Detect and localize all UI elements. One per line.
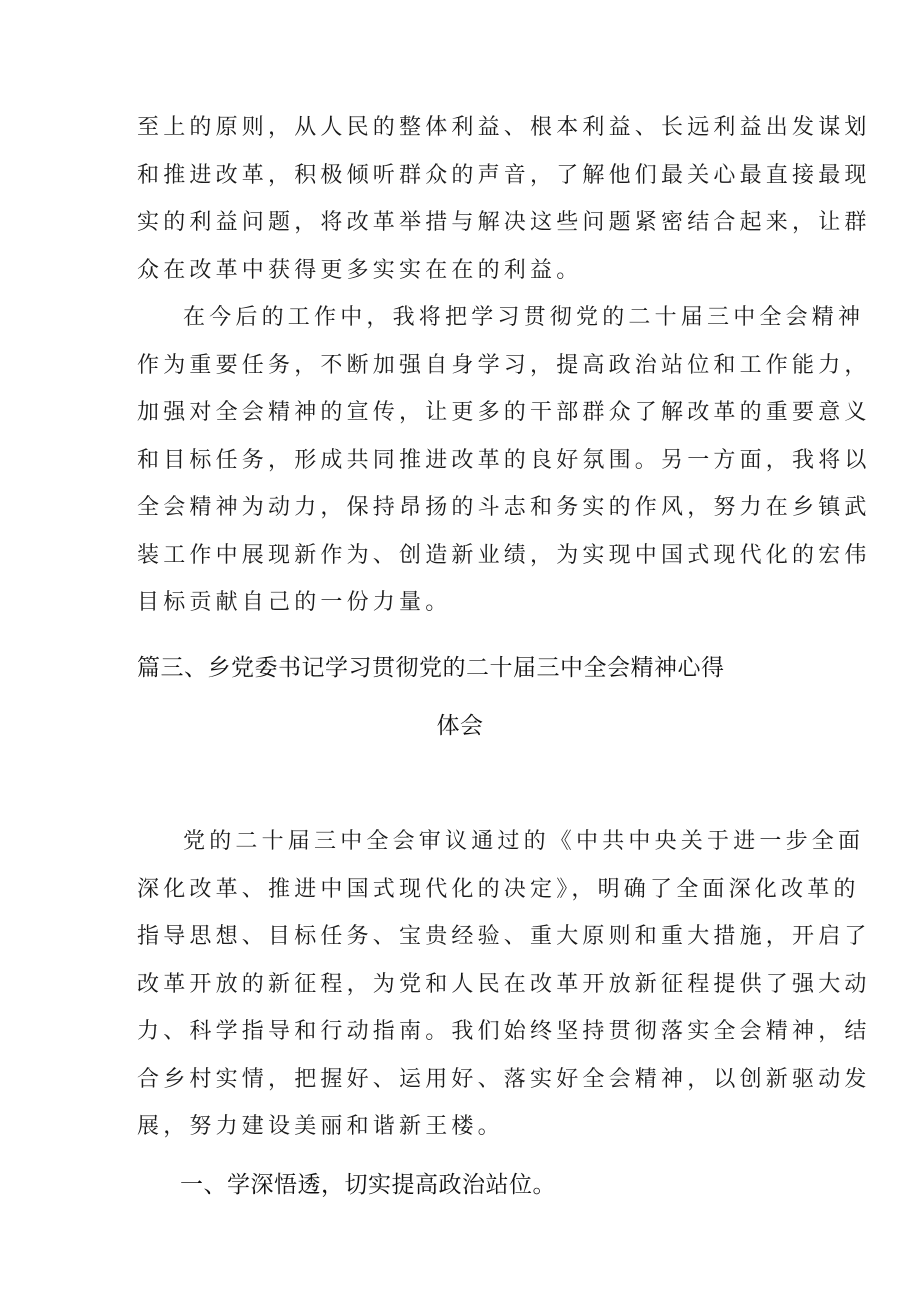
text-line: 党的二十届三中全会审议通过的《中共中央关于进一步全面 bbox=[183, 829, 865, 854]
text-line: 合乡村实情，把握好、运用好、落实好全会精神，以创新驱动发 bbox=[137, 1067, 871, 1092]
text-line: 力、科学指导和行动指南。我们始终坚持贯彻落实全会精神，结 bbox=[137, 1019, 871, 1044]
text-line: 全会精神为动力，保持昂扬的斗志和务实的作风，努力在乡镇武 bbox=[137, 495, 871, 520]
text-line: 众在改革中获得更多实实在在的利益。 bbox=[137, 258, 583, 283]
text-line: 和目标任务，形成共同推进改革的良好氛围。另一方面，我将以 bbox=[137, 448, 871, 473]
section-title-continued: 体会 bbox=[436, 713, 484, 739]
text-line: 加强对全会精神的宣传，让更多的干部群众了解改革的重要意义 bbox=[137, 400, 871, 425]
text-line: 深化改革、推进中国式现代化的决定》，明确了全面深化改革的 bbox=[137, 877, 860, 902]
text-line: 实的利益问题，将改革举措与解决这些问题紧密结合起来，让群 bbox=[137, 210, 871, 235]
text-line: 作为重要任务，不断加强自身学习，提高政治站位和工作能力， bbox=[137, 353, 871, 378]
text-line: 改革开放的新征程，为党和人民在改革开放新征程提供了强大动 bbox=[137, 972, 871, 997]
text-line: 和推进改革，积极倾听群众的声音，了解他们最关心最直接最现 bbox=[137, 163, 871, 188]
text-line: 装工作中展现新作为、创造新业绩，为实现中国式现代化的宏伟 bbox=[137, 543, 871, 568]
text-line: 至上的原则，从人民的整体利益、根本利益、长远利益出发谋划 bbox=[137, 115, 871, 140]
subheading: 一、学深悟透，切实提高政治站位。 bbox=[180, 1172, 556, 1198]
text-line: 指导思想、目标任务、宝贵经验、重大原则和重大措施，开启了 bbox=[137, 924, 871, 949]
text-line: 在今后的工作中，我将把学习贯彻党的二十届三中全会精神 bbox=[183, 305, 865, 330]
text-line: 目标贡献自己的一份力量。 bbox=[137, 590, 452, 615]
text-line: 展，努力建设美丽和谐新王楼。 bbox=[137, 1114, 504, 1139]
section-title: 篇三、乡党委书记学习贯彻党的二十届三中全会精神心得 bbox=[137, 655, 725, 681]
